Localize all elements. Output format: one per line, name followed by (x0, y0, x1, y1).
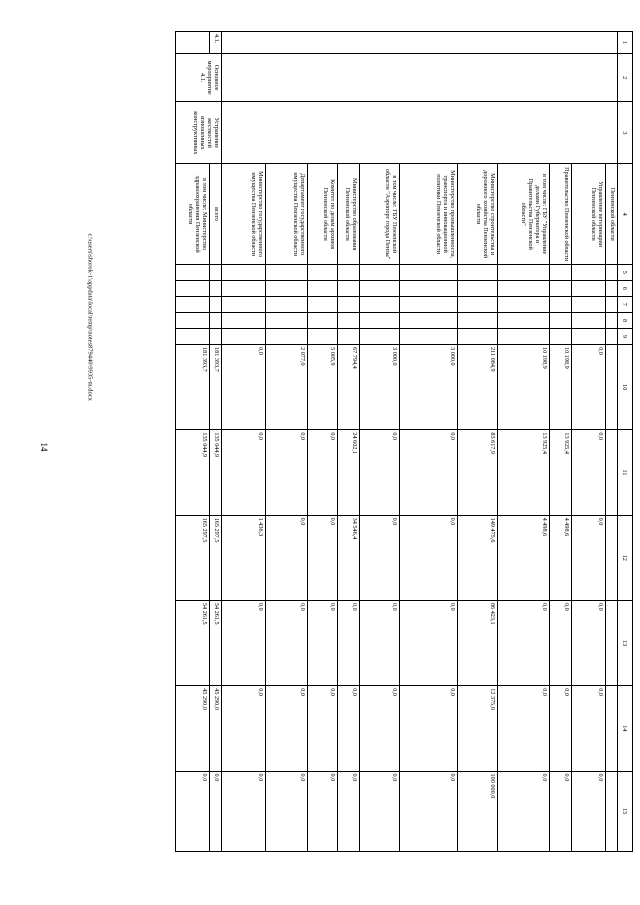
empty-cell (550, 329, 572, 345)
value-cell: 2 077,0 (266, 345, 308, 430)
value-cell: 0,0 (266, 686, 308, 771)
empty-cell (360, 296, 400, 312)
header-cell: 9 (618, 329, 633, 345)
value-cell: 0,0 (222, 430, 266, 515)
empty-cell (176, 280, 210, 296)
empty-cell (222, 32, 618, 54)
empty-cell (222, 296, 266, 312)
page-number: 14 (39, 442, 49, 452)
value-cell: 0,0 (360, 771, 400, 851)
value-cell: 0,0 (360, 686, 400, 771)
header-cell: 13 (618, 600, 633, 685)
value-cell: 165 297,5 (176, 515, 210, 600)
empty-cell (338, 280, 360, 296)
empty-cell (458, 296, 498, 312)
empty-cell (498, 329, 550, 345)
empty-cell (458, 329, 498, 345)
executor-cell: всего (210, 164, 222, 264)
empty-cell (498, 296, 550, 312)
empty-cell (550, 264, 572, 280)
value-cell (606, 345, 618, 430)
empty-cell (210, 264, 222, 280)
document-path-footer: c:\users\shorok-1\appdata\local\temp\notes879440\9935-m.docx (86, 233, 94, 401)
value-cell: 0,0 (210, 771, 222, 851)
value-cell: 211 084,9 (458, 345, 498, 430)
empty-cell (176, 296, 210, 312)
value-cell: 0,0 (266, 515, 308, 600)
value-cell: 0,0 (400, 430, 458, 515)
executor-cell: Министерство государственного имущества Пензенской области (222, 164, 266, 264)
value-cell: 13 925,4 (550, 430, 572, 515)
empty-cell (266, 264, 308, 280)
empty-cell (176, 32, 210, 54)
value-cell: 5 005,9 (308, 345, 338, 430)
value-cell: 0,0 (222, 686, 266, 771)
empty-cell (176, 329, 210, 345)
value-cell: 135 044,9 (210, 430, 222, 515)
value-cell: 1 436,3 (222, 515, 266, 600)
header-cell: 7 (618, 296, 633, 312)
value-cell: 45 290,0 (176, 686, 210, 771)
value-cell: 0,0 (498, 686, 550, 771)
value-cell: 0,0 (572, 771, 606, 851)
empty-cell (458, 264, 498, 280)
empty-cell (266, 280, 308, 296)
value-cell: 3 000,0 (400, 345, 458, 430)
executor-cell: Пензенской области (606, 164, 618, 264)
value-cell: 0,0 (360, 515, 400, 600)
empty-cell (606, 312, 618, 328)
header-cell: 10 (618, 345, 633, 430)
empty-cell (572, 296, 606, 312)
executor-cell: в том числе: Министерство здравоохранения Пензенской области (176, 164, 210, 264)
empty-cell (222, 264, 266, 280)
value-cell: 67 794,4 (338, 345, 360, 430)
empty-cell (308, 312, 338, 328)
empty-cell (550, 280, 572, 296)
empty-cell (360, 312, 400, 328)
value-cell: 0,0 (498, 771, 550, 851)
header-row (618, 32, 633, 852)
empty-cell (222, 329, 266, 345)
activity-number: 4.1. (210, 32, 222, 54)
empty-cell (360, 280, 400, 296)
value-cell: 0,0 (308, 430, 338, 515)
empty-cell (308, 264, 338, 280)
header-cell: 15 (618, 771, 633, 851)
value-cell: 135 044,9 (176, 430, 210, 515)
value-cell: 0,0 (222, 600, 266, 685)
empty-cell (266, 296, 308, 312)
empty-cell (572, 264, 606, 280)
table-row (606, 32, 618, 852)
empty-cell (572, 329, 606, 345)
value-cell: 86 423,1 (458, 600, 498, 685)
executor-cell: Министерство промышленности, транспорта и инновационной политики Пензенской области (400, 164, 458, 264)
value-cell: 3 000,0 (360, 345, 400, 430)
value-cell: 0,0 (572, 430, 606, 515)
rotated-table-wrapper (85, 31, 633, 852)
empty-cell (176, 312, 210, 328)
executor-cell: Департамент государственного имущества Пензенской области (266, 164, 308, 264)
value-cell: 0,0 (222, 345, 266, 430)
value-cell: 0,0 (572, 686, 606, 771)
activity-name: Основное мероприятие 4.1. (176, 54, 222, 102)
empty-cell (210, 329, 222, 345)
header-cell: 2 (618, 54, 633, 102)
empty-cell (210, 312, 222, 328)
header-cell: 1 (618, 32, 633, 54)
header-cell: 11 (618, 430, 633, 515)
empty-cell (210, 280, 222, 296)
value-cell (606, 686, 618, 771)
value-cell: 54 261,5 (210, 600, 222, 685)
value-cell: 0,0 (498, 600, 550, 685)
empty-cell (266, 312, 308, 328)
executor-cell: Министерство строительства и дорожного хозяйства Пензенской области (458, 164, 498, 264)
value-cell: 10 198,9 (550, 345, 572, 430)
empty-cell (222, 54, 618, 102)
empty-cell (308, 329, 338, 345)
empty-cell (308, 280, 338, 296)
empty-cell (338, 264, 360, 280)
value-cell: 0,0 (400, 686, 458, 771)
empty-cell (400, 312, 458, 328)
header-cell: 3 (618, 102, 633, 164)
value-cell: 24 602,1 (338, 430, 360, 515)
executor-cell: в том числе: ГБУ "Управление делами Губернатора и Правительства Пензенской области" (498, 164, 550, 264)
empty-cell (606, 329, 618, 345)
empty-cell (400, 264, 458, 280)
empty-cell (176, 264, 210, 280)
value-cell: 0,0 (308, 771, 338, 851)
header-cell: 14 (618, 686, 633, 771)
value-cell: 149 475,6 (458, 515, 498, 600)
value-cell: 0,0 (550, 686, 572, 771)
value-cell: 45 290,0 (210, 686, 222, 771)
value-cell: 0,0 (360, 430, 400, 515)
value-cell: 0,0 (550, 771, 572, 851)
empty-cell (400, 329, 458, 345)
activity-description: Устранение жесткостей изношенных конструктивных (176, 102, 222, 164)
empty-cell (572, 312, 606, 328)
empty-cell (338, 312, 360, 328)
empty-cell (400, 296, 458, 312)
empty-cell (606, 296, 618, 312)
executor-cell: Министерство образования Пензенской области (338, 164, 360, 264)
value-cell (606, 600, 618, 685)
value-cell: 0,0 (400, 600, 458, 685)
value-cell: 0,0 (400, 771, 458, 851)
value-cell: 165 297,5 (210, 515, 222, 600)
value-cell: 0,0 (550, 600, 572, 685)
value-cell: 0,0 (338, 771, 360, 851)
header-cell: 5 (618, 264, 633, 280)
value-cell: 34 546,4 (338, 515, 360, 600)
value-cell: 0,0 (308, 600, 338, 685)
executor-cell: в том числе: ГБУ Пензенской области "Аэропорт города Пензы" (360, 164, 400, 264)
value-cell: 0,0 (266, 430, 308, 515)
empty-cell (572, 280, 606, 296)
value-cell: 0,0 (572, 345, 606, 430)
empty-cell (458, 280, 498, 296)
empty-cell (498, 280, 550, 296)
value-cell (606, 515, 618, 600)
empty-cell (266, 329, 308, 345)
executor-cell: Комитет по делам архивов Пензенской области (308, 164, 338, 264)
empty-cell (222, 312, 266, 328)
empty-cell (360, 264, 400, 280)
value-cell: 12 375,0 (458, 686, 498, 771)
empty-cell (210, 296, 222, 312)
empty-cell (498, 312, 550, 328)
header-cell: 12 (618, 515, 633, 600)
value-cell: 0,0 (308, 686, 338, 771)
empty-cell (308, 296, 338, 312)
value-cell: 0,0 (572, 515, 606, 600)
value-cell: 100 000,0 (458, 771, 498, 851)
empty-cell (550, 312, 572, 328)
value-cell: 4 498,6 (498, 515, 550, 600)
value-cell: 54 261,5 (176, 600, 210, 685)
value-cell: 0,0 (222, 771, 266, 851)
value-cell: 0,0 (572, 600, 606, 685)
empty-cell (360, 329, 400, 345)
value-cell: 0,0 (360, 600, 400, 685)
value-cell: 0,0 (308, 515, 338, 600)
value-cell: 181 393,7 (210, 345, 222, 430)
header-cell: 8 (618, 312, 633, 328)
value-cell: 0,0 (176, 771, 210, 851)
empty-cell (606, 264, 618, 280)
value-cell: 0,0 (266, 771, 308, 851)
budget-table (175, 31, 633, 852)
value-cell: 0,0 (266, 600, 308, 685)
empty-cell (458, 312, 498, 328)
header-cell: 6 (618, 280, 633, 296)
empty-cell (222, 102, 618, 164)
empty-cell (222, 280, 266, 296)
total-row (210, 32, 222, 852)
empty-cell (606, 280, 618, 296)
value-cell (606, 771, 618, 851)
empty-cell (338, 329, 360, 345)
value-cell: 0,0 (338, 686, 360, 771)
value-cell: 83 617,9 (458, 430, 498, 515)
value-cell: 181 393,7 (176, 345, 210, 430)
empty-cell (400, 280, 458, 296)
value-cell (606, 430, 618, 515)
empty-cell (338, 296, 360, 312)
value-cell: 0,0 (400, 515, 458, 600)
executor-cell: Правительство Пензенской области (550, 164, 572, 264)
value-cell: 10 198,9 (498, 345, 550, 430)
value-cell: 13 925,4 (498, 430, 550, 515)
executor-cell: Управление ветеринарии Пензенской области (572, 164, 606, 264)
empty-cell (550, 296, 572, 312)
value-cell: 4 498,6 (550, 515, 572, 600)
empty-cell (498, 264, 550, 280)
value-cell: 0,0 (338, 600, 360, 685)
header-cell: 4 (618, 164, 633, 264)
